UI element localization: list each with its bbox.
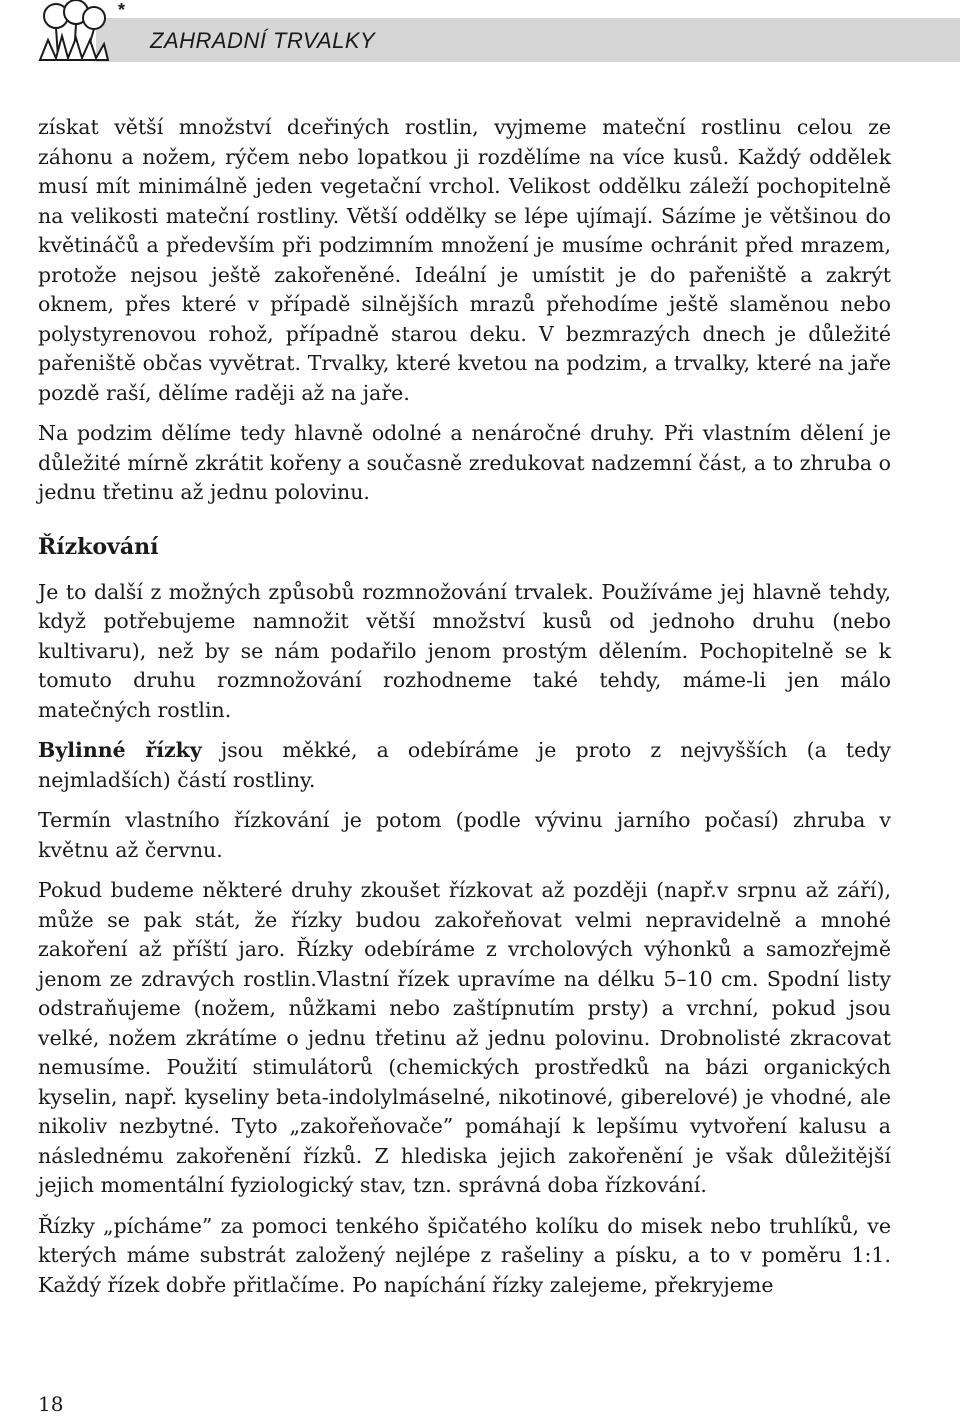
page-number: 18 [38,1392,64,1416]
paragraph-4 [38,736,891,795]
flower-logo-icon [34,0,120,66]
term-bylinne-rizky: Bylinné řízky [38,738,202,762]
paragraph-6: Pokud budeme některé druhy zkoušet řízkovat až později (např.v srpnu až září), může se pak stát, že řízky budou zakořeňovat velmi nepravidelně a mnohé zakoření až příští jaro. Řízky odebíráme z vrcholových výhonků a samozřejmě jenom ze zdravých rostlin.Vlastní řízek upravíme na délku 5–10 cm. Spodní listy odstraňujeme (nožem, nůžkami nebo zaštípnutím prsty) a vrchní, pokud jsou velké, nožem zkrátíme o jednu třetinu až jednu polovinu. Drobnolisté zkracovat nemusíme. Použití stimulátorů (chemických prostředků na bázi organických kyselin, např. kyseliny beta-indolylmáselné, nikotinové, giberelové) je vhodné, ale nikoliv nezbytné. Tyto „zakořeňovače” pomáhají k lepšímu vytvoření kalusu a následnému zakořenění řízků. Z hlediska jejich zakořenění je však důležitější jejich momentální fyziologický stav, tzn. správná doba řízkování. [38,878,891,1197]
paragraph-4-text: jsou měkké, a odebíráme je proto z nejvyšších (a tedy nejmladších) částí rostliny. [38,738,891,792]
main-text [38,113,891,1311]
header-title: ZAHRADNÍ TRVALKY [150,28,376,53]
paragraph-5: Termín vlastního řízkování je potom (podle vývinu jarního počasí) zhruba v květnu až červnu. [38,808,891,862]
section-heading: Řízkování [38,533,159,560]
paragraph-3: Je to další z možných způsobů rozmnožování trvalek. Používáme jej hlavně tehdy, když potřebujeme namnožit větší množství kusů od jednoho druhu (nebo kultivaru), než by se nám podařilo jenom prostým dělením. Pochopitelně se k tomuto druhu rozmnožování rozhodneme také tehdy, máme-li jen málo matečných rostlin. [38,579,891,722]
paragraph-7: Řízky „pícháme” za pomoci tenkého špičatého kolíku do misek nebo truhlíků, ve kterých máme substrát založený nejlépe z rašeliny a písku, a to v poměru 1:1. Každý řízek dobře přitlačíme. Po napíchání řízky zalejeme, překryjeme [38,1213,891,1297]
paragraph-1: získat větší množství dceřiných rostlin, vyjmeme mateční rostlinu celou ze záhonu a nožem, rýčem nebo lopatkou ji rozdělíme na více kusů. Každý oddělek musí mít minimálně jeden vegetační vrchol. Velikost oddělku záleží pochopitelně na velikosti mateční rostliny. Větší oddělky se lépe ujímají. Sázíme je většinou do květináčů a především při podzimním množení je musíme ochránit před mrazem, protože nejsou ještě zakořeněné. Ideální je umístit je do pařeniště a zakrýt oknem, přes které v případě silnějších mrazů přehodíme ještě slaměnou nebo polystyrenovou rohož, případně starou deku. V bezmrazých dnech je důležité pařeniště občas vyvětrat. Trvalky, které kvetou na podzim, a trvalky, které na jaře pozdě raší, dělíme raději až na jaře. [38,115,891,405]
paragraph-2: Na podzim dělíme tedy hlavně odolné a nenáročné druhy. Při vlastním dělení je důležité mírně zkrátit kořeny a současně zredukovat nadzemní část, a to zhruba o jednu třetinu až jednu polovinu. [38,421,891,504]
header-marker: * [118,0,126,20]
